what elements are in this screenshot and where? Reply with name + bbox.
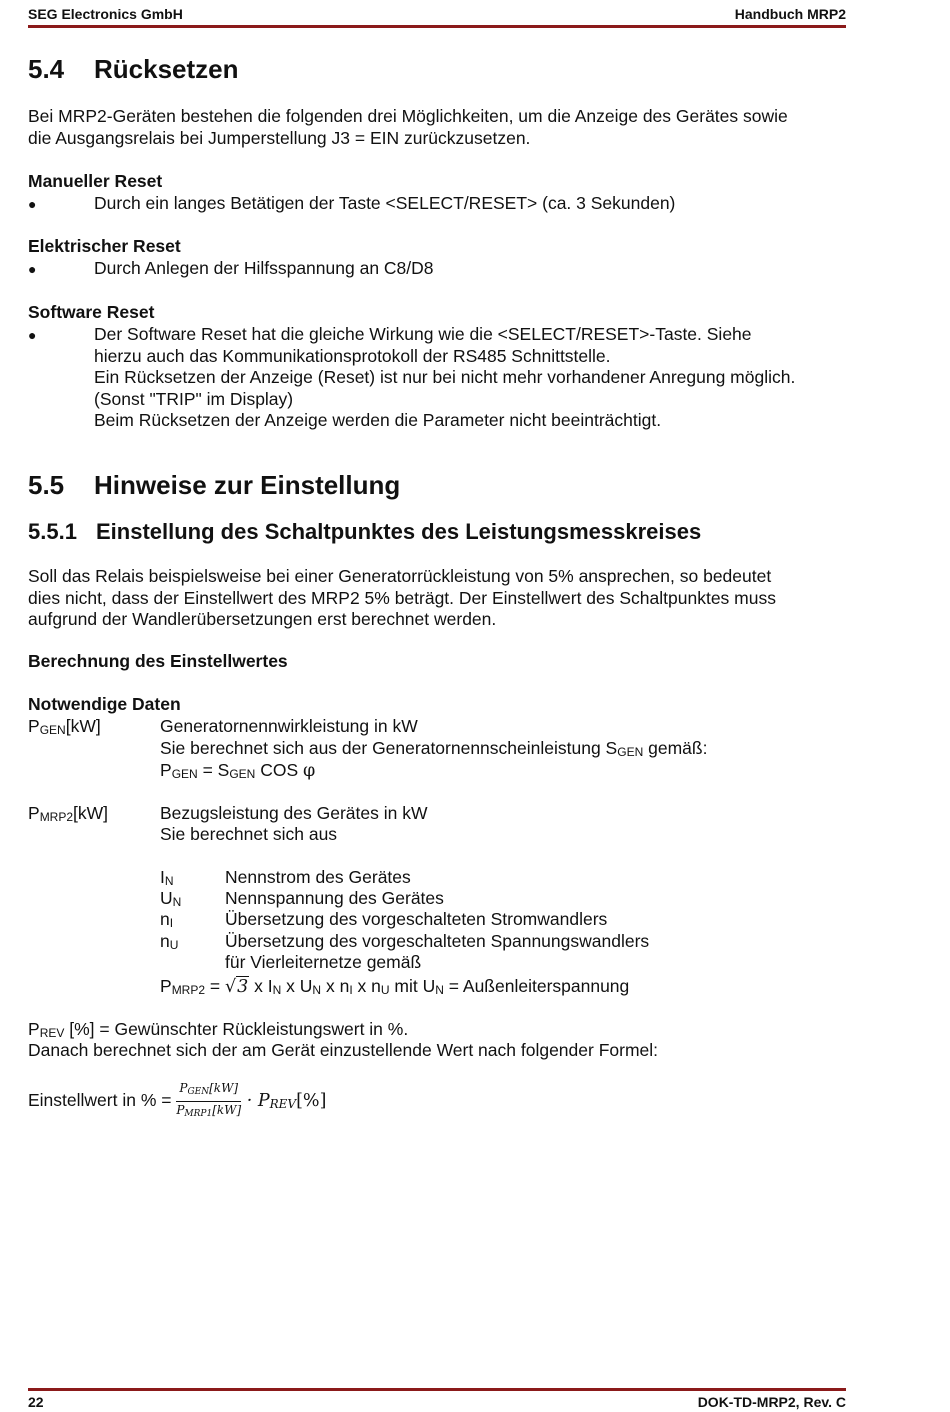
pgen-term <box>28 716 101 742</box>
electric-reset-item <box>28 258 846 280</box>
var-un-desc: Nennspannung des Gerätes <box>225 888 444 908</box>
prev-subscript: REV <box>269 1097 297 1111</box>
section-number: 5.4 <box>28 54 65 84</box>
formula-p: P <box>160 976 172 996</box>
header-rule <box>28 25 846 28</box>
formula-p: P <box>160 760 172 780</box>
var-in-desc: Nennstrom des Gerätes <box>225 867 411 887</box>
pgen-subscript: GEN <box>39 723 66 737</box>
intro-line-2: die Ausgangsrelais bei Jumperstellung J3 = EIN zurückzusetzen. <box>28 128 531 148</box>
section-5-5-heading <box>28 470 400 501</box>
formula-eq: = <box>205 976 225 996</box>
var-symbol: I <box>160 867 165 887</box>
pgen-formula <box>160 760 315 786</box>
num-subscript: GEN <box>187 1086 210 1097</box>
formula-sub-gen: GEN <box>229 767 256 781</box>
den-unit: [kW] <box>212 1102 242 1117</box>
var-subscript: U <box>169 938 179 952</box>
prev-text: [%] = Gewünschter Rückleistungswert in %. <box>64 1019 409 1039</box>
software-reset-item <box>28 324 846 434</box>
formula-sub-gen: GEN <box>171 767 198 781</box>
var-nu-desc: Übersetzung des vorgeschalteten Spannungswandlers <box>225 931 650 951</box>
var-ni-desc: Übersetzung des vorgeschalteten Stromwandlers <box>225 909 608 929</box>
formula-sub: MRP2 <box>171 983 206 997</box>
formula-term: = Außenleiterspannung <box>443 976 630 996</box>
para-line-3: aufgrund der Wandlerübersetzungen erst berechnet werden. <box>28 609 497 629</box>
var-nu <box>160 931 178 957</box>
manual-reset-text: Durch ein langes Betätigen der Taste <SELECT/RESET> (ca. 3 Sekunden) <box>94 193 676 213</box>
prev-subscript: REV <box>39 1026 65 1040</box>
data-heading: Notwendige Daten <box>28 694 181 714</box>
manual-title: Handbuch MRP2 <box>734 6 846 22</box>
pgen-symbol: P <box>28 716 40 736</box>
formula-sub: U <box>380 983 390 997</box>
formula-sub: N <box>435 983 444 997</box>
danach-line: Danach berechnet sich der am Gerät einzustellende Wert nach folgender Formel: <box>28 1040 659 1060</box>
var-subscript: I <box>169 916 174 930</box>
software-line-1: Der Software Reset hat die gleiche Wirkung wie die <SELECT/RESET>-Taste. Siehe <box>94 324 752 344</box>
formula-term: x I <box>249 976 273 996</box>
pmrp-desc-2: Sie berechnet sich aus <box>160 824 338 844</box>
para-line-2: dies nicht, dass der Einstellwert des MRP2 5% beträgt. Der Einstellwert des Schaltpunktes muss <box>28 588 776 608</box>
pgen-desc-1: Generatornennwirkleistung in kW <box>160 716 418 736</box>
formula-phi: φ <box>303 761 316 781</box>
section-title: Einstellung des Schaltpunktes des Leistungsmesskreises <box>96 519 702 544</box>
pmrp-desc-1: Bezugsleistung des Gerätes in kW <box>160 803 428 823</box>
section-title: Hinweise zur Einstellung <box>94 470 401 500</box>
section-number: 5.5.1 <box>28 519 77 544</box>
manual-reset-item <box>28 193 846 215</box>
company-name: SEG Electronics GmbH <box>28 6 183 22</box>
vars-continuation: für Vierleiternetze gemäß <box>225 952 422 972</box>
section-5-4-heading <box>28 54 239 85</box>
prev-unit: [%] <box>296 1091 327 1111</box>
sgen-subscript: GEN <box>617 745 644 759</box>
pmrp-subscript: MRP2 <box>39 810 74 824</box>
section-title: Rücksetzen <box>94 54 239 84</box>
prev-symbol: P <box>28 1019 40 1039</box>
formula-cos: COS <box>255 760 303 780</box>
page-header <box>28 6 846 24</box>
formula-s: = S <box>197 760 230 780</box>
var-subscript: N <box>172 895 182 909</box>
software-reset-heading: Software Reset <box>28 302 155 322</box>
den-subscript: MRP1 <box>184 1108 213 1119</box>
manual-reset-heading: Manueller Reset <box>28 171 163 191</box>
pgen-unit: [kW] <box>65 716 101 736</box>
manual-page <box>28 0 846 1412</box>
num-unit: [kW] <box>209 1080 239 1095</box>
calc-heading: Berechnung des Einstellwertes <box>28 651 288 671</box>
formula-sub: N <box>312 983 322 997</box>
formula-term: x n <box>321 976 350 996</box>
footer-rule <box>28 1388 846 1391</box>
electric-reset-text: Durch Anlegen der Hilfsspannung an C8/D8 <box>94 258 434 278</box>
fraction-denominator <box>176 1102 241 1122</box>
pgen-desc-2-text: Sie berechnet sich aus der Generatornennscheinleistung S <box>160 738 618 758</box>
var-symbol: n <box>160 931 170 951</box>
para-line-1: Soll das Relais beispielsweise bei einer Generatorrückleistung von 5% ansprechen, so bedeutet <box>28 566 772 586</box>
var-symbol: n <box>160 909 170 929</box>
sqrt-symbol: √3 <box>224 977 249 997</box>
intro-line-1: Bei MRP2-Geräten bestehen die folgenden drei Möglichkeiten, um die Anzeige des Gerätes sowie <box>28 106 788 126</box>
software-line-2: hierzu auch das Kommunikationsprotokoll der RS485 Schnittstelle. <box>94 345 611 366</box>
section-number: 5.5 <box>28 470 65 500</box>
pmrp-unit: [kW] <box>73 803 109 823</box>
sqrt-radicand: 3 <box>237 977 249 997</box>
section-5-5-1-heading <box>28 519 701 545</box>
pmrp-formula <box>160 976 629 1002</box>
formula-term: x n <box>352 976 381 996</box>
einstellwert-label: Einstellwert in % = <box>28 1090 177 1110</box>
pmrp-symbol: P <box>28 803 40 823</box>
fraction <box>176 1081 241 1122</box>
document-id: DOK-TD-MRP2, Rev. C <box>697 1394 846 1410</box>
pgen-desc-2-end: gemäß: <box>643 738 708 758</box>
bullet-icon: ● <box>28 327 37 343</box>
num-symbol: P <box>179 1080 188 1095</box>
formula-sub: N <box>272 983 282 997</box>
page-footer <box>28 1394 846 1412</box>
prev-symbol: P <box>257 1091 270 1111</box>
bullet-icon: ● <box>28 196 37 212</box>
fraction-numerator <box>176 1081 241 1102</box>
electric-reset-heading: Elektrischer Reset <box>28 236 181 256</box>
formula-term: mit U <box>389 976 436 996</box>
software-line-3: Ein Rücksetzen der Anzeige (Reset) ist nur bei nicht mehr vorhandener Anregung möglich. <box>94 367 796 387</box>
formula-term: x U <box>281 976 313 996</box>
formula-sub: I <box>349 983 353 997</box>
pmrp-term <box>28 803 108 829</box>
bullet-icon: ● <box>28 261 37 277</box>
software-line-5: Beim Rücksetzen der Anzeige werden die Parameter nicht beeinträchtigt. <box>94 410 662 430</box>
multiply-dot: · <box>241 1091 258 1111</box>
einstellwert-formula <box>28 1080 326 1124</box>
var-subscript: N <box>164 874 174 888</box>
page-number: 22 <box>28 1394 44 1410</box>
software-line-4: (Sonst "TRIP" im Display) <box>94 388 294 409</box>
den-symbol: P <box>176 1102 185 1117</box>
var-symbol: U <box>160 888 173 908</box>
